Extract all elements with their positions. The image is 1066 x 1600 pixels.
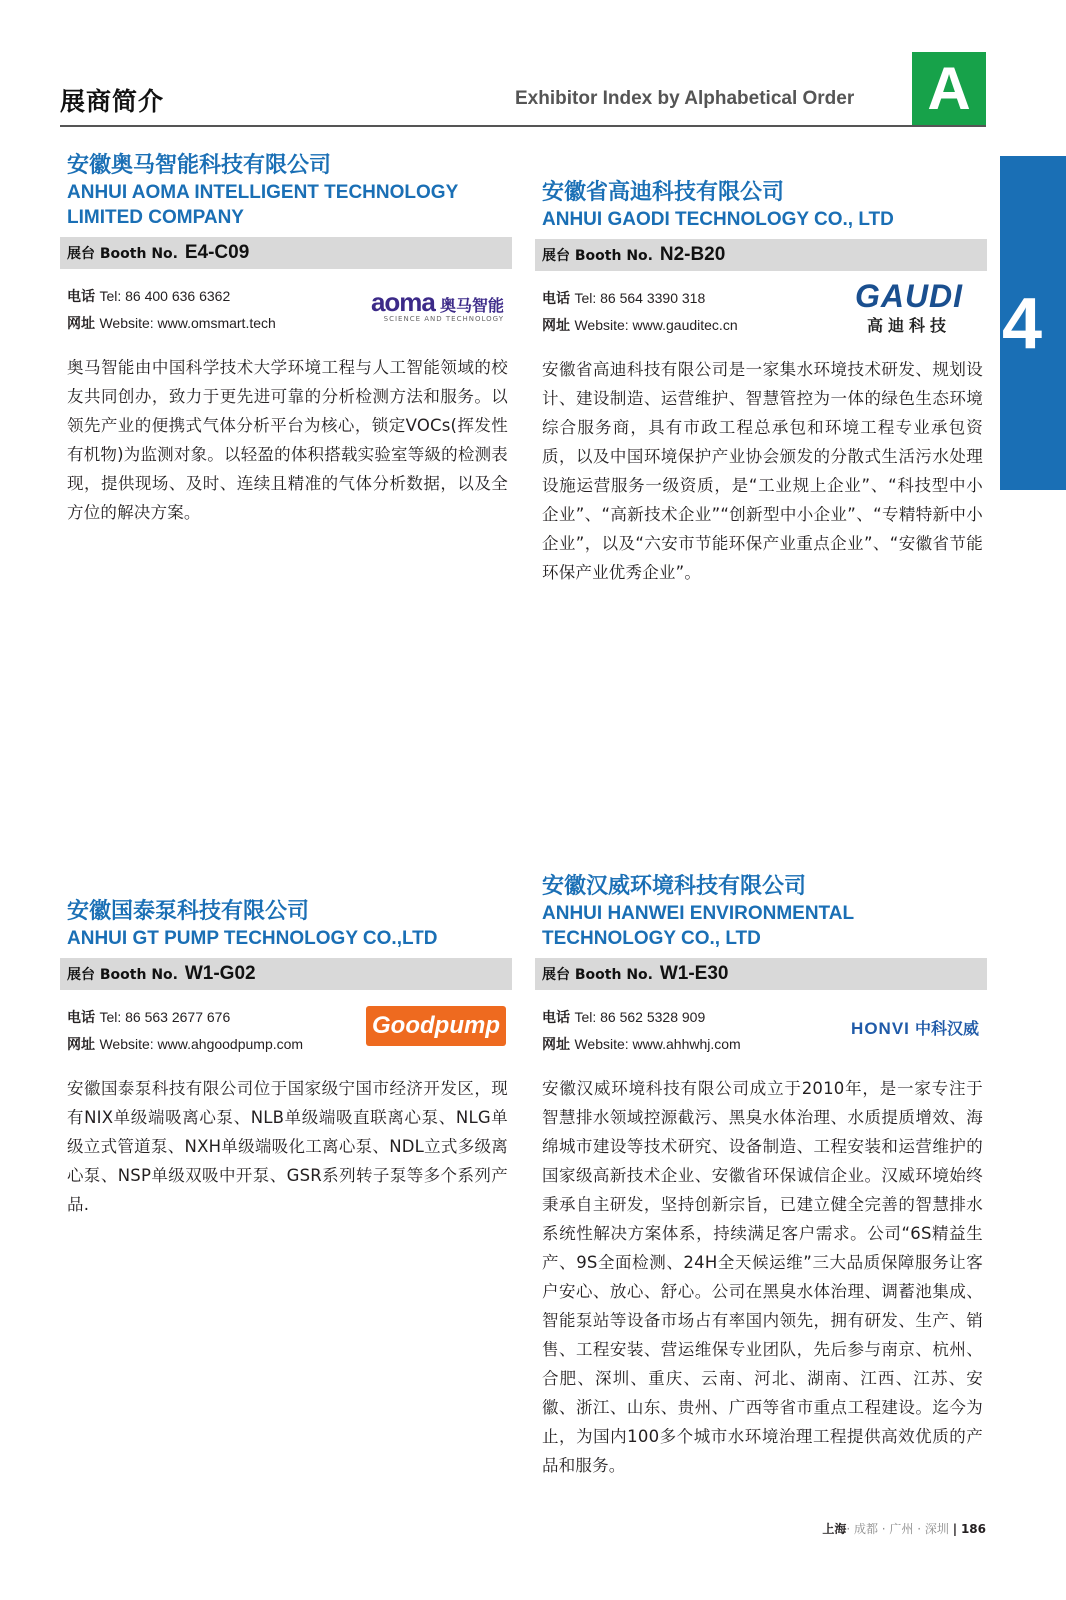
exhibitor-entry xyxy=(60,152,512,527)
exhibitor-description: 安徽国泰泵科技有限公司位于国家级宁国市经济开发区，现有NIX单级端吸离心泵、NLB单级端吸直联离心泵、NLG单级立式管道泵、NXH单级端吸化工离心泵、NDL立式多级离心泵、NSP单级双吸中开泵、GSR系列转子泵等多个系列产品. xyxy=(67,1079,508,1214)
page-number: 186 xyxy=(960,1522,986,1536)
exhibitor-entry xyxy=(535,873,987,1480)
page-subtitle: Exhibitor Index by Alphabetical Order xyxy=(515,88,855,109)
tel-label: 电话 xyxy=(67,289,95,305)
booth-bar xyxy=(535,239,987,271)
exhibitor-name-cn: 安徽汉威环境科技有限公司 xyxy=(542,874,807,899)
logo-wordmark: HONVI xyxy=(851,1019,910,1038)
contact-block xyxy=(535,278,987,337)
tel-value: Tel: 86 562 5328 909 xyxy=(574,1009,706,1025)
exhibitor-name-en: ANHUI AOMA INTELLIGENT TECHNOLOGY xyxy=(67,182,459,203)
booth-bar xyxy=(535,958,987,990)
page-footer xyxy=(822,1520,986,1537)
booth-label: 展台 Booth No. xyxy=(67,967,178,983)
website-label: 网址 xyxy=(542,1037,570,1053)
contact-block xyxy=(60,1004,512,1056)
booth-label: 展台 Booth No. xyxy=(542,967,653,983)
contact-block xyxy=(535,1004,987,1056)
company-logo xyxy=(366,1006,506,1046)
exhibitor-name-en: TECHNOLOGY CO., LTD xyxy=(542,928,761,949)
booth-label: 展台 Booth No. xyxy=(542,248,653,264)
footer-separator: | xyxy=(952,1522,958,1536)
website-label: 网址 xyxy=(67,1037,95,1053)
exhibitor-description: 安徽汉威环境科技有限公司成立于2010年，是一家专注于智慧排水领域控源截污、黑臭水体治理、水质提质增效、海绵城市建设等技术研究、设备制造、工程安装和运营维护的国家级高新技术企业、安徽省环保诚信企业。汉威环境始终秉承自主研发，坚持创新宗旨，已建立健全完善的智慧排水系统性解决方案体系，持续满足客户需求。公司“6S精益生产、9S全面检测、24H全天候运维”三大品质保障服务让客户安心、放心、舒心。公司在黑臭水体治理、调蓄池集成、智能泵站等设备市场占有率国内领先，拥有研发、生产、销售、工程安装、营运维保专业团队，先后参与南京、杭州、合肥、深圳、重庆、云南、河北、湖南、江西、江苏、安徽、浙江、山东、贵州、广西等省市重点工程建设。迄今为止，为国内100多个城市水环境治理工程提供高效优质的产品和服务。 xyxy=(542,1079,983,1475)
exhibitor-name-en: ANHUI HANWEI ENVIRONMENTAL xyxy=(542,903,855,924)
logo-tagline: SCIENCE AND TECHNOLOGY xyxy=(383,315,504,323)
logo-cn-text: 奥马智能 xyxy=(439,296,504,315)
logo-cn-text: 中科汉威 xyxy=(914,1019,979,1038)
booth-number: N2-B20 xyxy=(659,244,726,265)
booth-label: 展台 Booth No. xyxy=(67,246,178,262)
tel-value: Tel: 86 564 3390 318 xyxy=(574,290,706,306)
booth-number: W1-E30 xyxy=(659,963,729,984)
exhibitor-name-cn: 安徽奥马智能科技有限公司 xyxy=(67,153,332,178)
exhibitor-name-en: LIMITED COMPANY xyxy=(67,207,244,228)
website-link[interactable]: Website: www.omsmart.tech xyxy=(99,315,276,331)
company-logo xyxy=(839,1016,979,1039)
tel-label: 电话 xyxy=(542,291,570,307)
booth-bar xyxy=(60,237,512,269)
tel-value: Tel: 86 563 2677 676 xyxy=(99,1009,231,1025)
tel-label: 电话 xyxy=(542,1010,570,1026)
website-label: 网址 xyxy=(67,316,95,332)
exhibitor-name-cn: 安徽省高迪科技有限公司 xyxy=(542,180,785,205)
contact-block xyxy=(60,283,512,335)
exhibitor-entry xyxy=(60,898,512,1219)
booth-number: W1-G02 xyxy=(184,963,256,984)
website-link[interactable]: Website: www.ahhwhj.com xyxy=(574,1036,741,1052)
exhibitor-name-cn: 安徽国泰泵科技有限公司 xyxy=(67,899,310,924)
website-link[interactable]: Website: www.ahgoodpump.com xyxy=(99,1036,304,1052)
alphabet-letter-badge: A xyxy=(912,52,986,126)
tel-value: Tel: 86 400 636 6362 xyxy=(99,288,231,304)
company-logo xyxy=(364,287,504,323)
footer-city-others: · 成都 · 广州 · 深圳 xyxy=(846,1522,949,1536)
exhibitor-entry xyxy=(535,179,987,587)
website-link[interactable]: Website: www.gauditec.cn xyxy=(574,317,738,333)
booth-bar xyxy=(60,958,512,990)
logo-wordmark: aoma xyxy=(370,287,435,317)
header-divider xyxy=(60,125,986,127)
exhibitor-name-en: ANHUI GAODI TECHNOLOGY CO., LTD xyxy=(542,209,894,230)
exhibitor-description: 安徽省高迪科技有限公司是一家集水环境技术研发、规划设计、建设制造、运营维护、智慧管控为一体的绿色生态环境综合服务商，具有市政工程总承包和环境工程专业承包资质，以及中国环境保护产业协会颁发的分散式生活污水处理设施运营服务一级资质，是“工业规上企业”、“科技型中小企业”、“高新技术企业”“创新型中小企业”、“专精特新中小企业”，以及“六安市节能环保产业重点企业”、“安徽省节能环保产业优秀企业”。 xyxy=(542,360,983,582)
logo-wordmark: GAUDI xyxy=(854,278,964,314)
tel-label: 电话 xyxy=(67,1010,95,1026)
section-number: 4 xyxy=(1001,284,1043,364)
exhibitor-name-en: ANHUI GT PUMP TECHNOLOGY CO.,LTD xyxy=(67,928,438,949)
booth-number: E4-C09 xyxy=(184,242,250,263)
exhibitor-description: 奥马智能由中国科学技术大学环境工程与人工智能领域的校友共同创办，致力于更先进可靠的分析检测方法和服务。以领先产业的便携式气体分析平台为核心，锁定VOCs(挥发性有机物)为监测对象。以轻盈的体积搭载实验室等級的检测表现，提供现场、及时、连续且精准的气体分析数据，以及全方位的解决方案。 xyxy=(67,358,508,522)
page-title: 展商简介 xyxy=(60,87,165,116)
logo-cn-text: 高迪科技 xyxy=(866,316,951,335)
logo-wordmark: Goodpump xyxy=(372,1012,500,1039)
footer-city-main: 上海 xyxy=(822,1522,847,1536)
company-logo xyxy=(839,279,979,336)
website-label: 网址 xyxy=(542,318,570,334)
section-side-tab xyxy=(1000,156,1066,490)
